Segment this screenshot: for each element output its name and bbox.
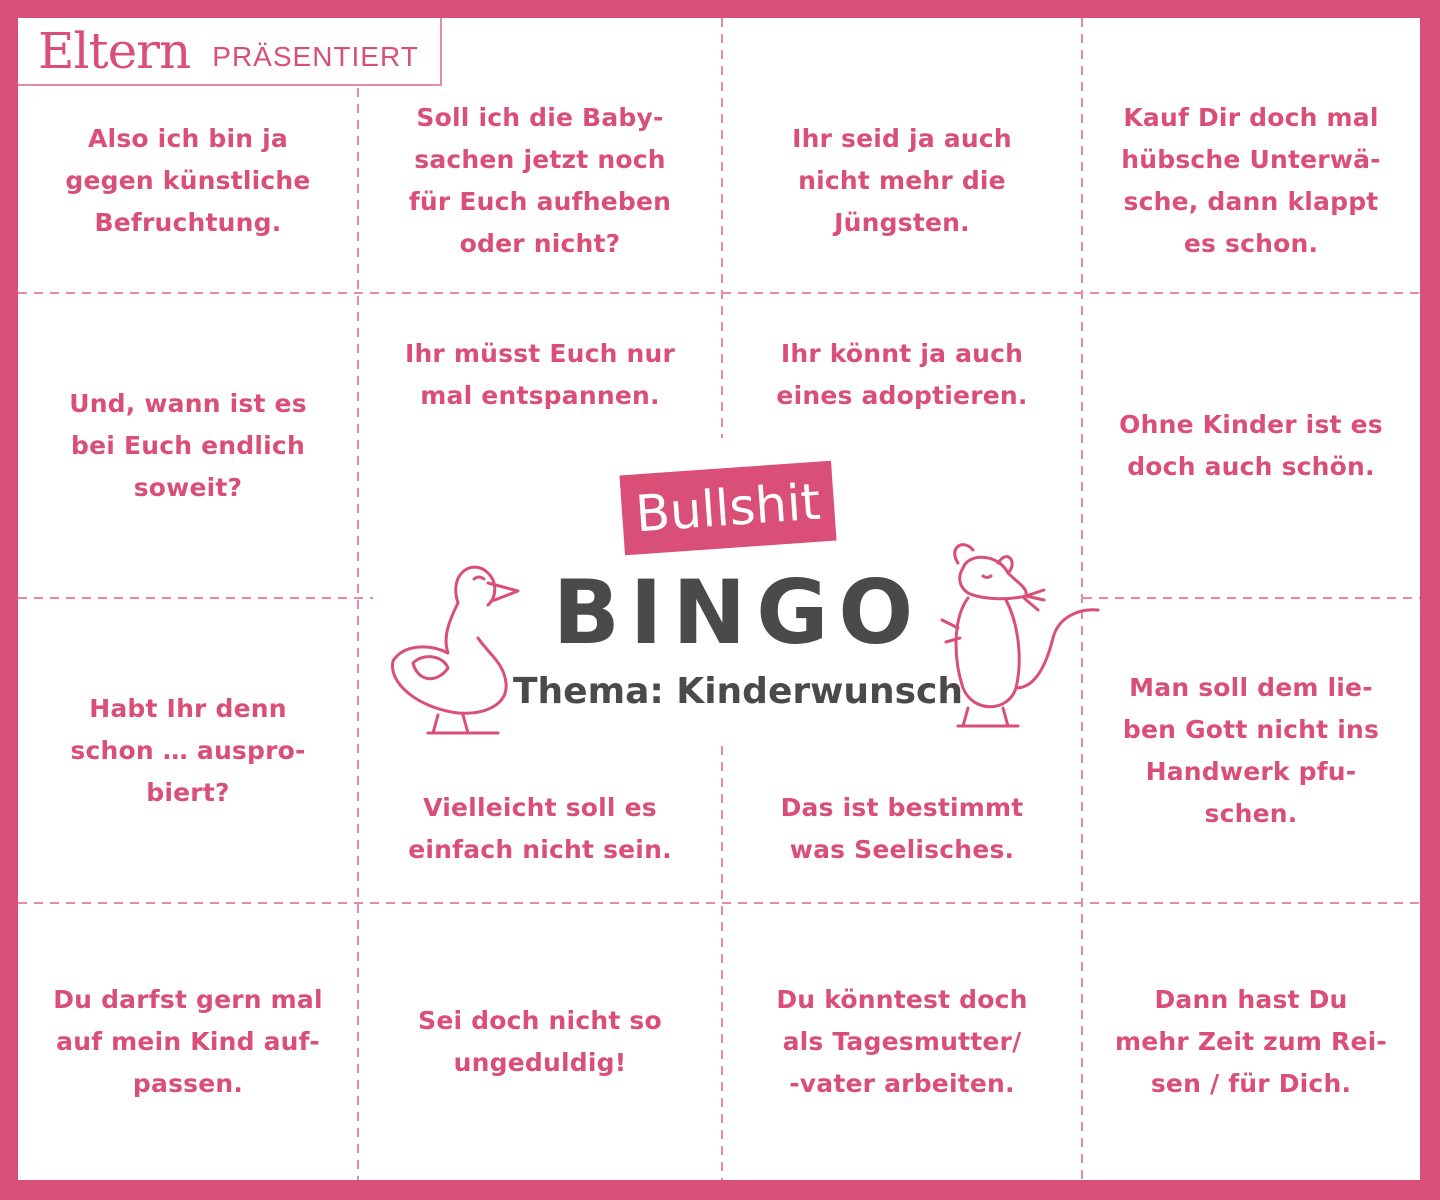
bingo-cell-15[interactable]: Du könntest doch als Tagesmutter/ -vater arbeiten.	[776, 984, 1028, 1098]
bingo-title: BINGO	[552, 561, 924, 664]
bingo-cell-5[interactable]: Und, wann ist es bei Euch endlich soweit?	[69, 388, 307, 502]
bingo-cell-9[interactable]: Habt Ihr denn schon … auspro- biert?	[70, 693, 306, 807]
mouse-icon	[938, 538, 1103, 738]
bullshit-badge: Bullshit	[619, 461, 836, 556]
bingo-cell-3[interactable]: Ihr seid ja auch nicht mehr die Jüngsten.	[792, 123, 1012, 237]
bingo-cell-7[interactable]: Ihr könnt ja auch eines adoptieren.	[776, 339, 1028, 410]
bingo-cell-2[interactable]: Soll ich die Baby- sachen jetzt noch für Euch aufheben oder nicht?	[408, 102, 672, 258]
bingo-cell-13[interactable]: Du darfst gern mal auf mein Kind auf- passen.	[53, 984, 323, 1098]
bingo-cell-16[interactable]: Dann hast Du mehr Zeit zum Rei- sen / für Dich.	[1115, 984, 1387, 1098]
duck-icon	[388, 543, 538, 743]
bingo-cell-6[interactable]: Ihr müsst Euch nur mal entspannen.	[404, 339, 676, 410]
eltern-logo: Eltern	[38, 22, 191, 80]
theme-label: Thema: Kinderwunsch	[512, 671, 964, 712]
bingo-cell-1[interactable]: Also ich bin ja gegen künstliche Befruchtung.	[65, 123, 311, 237]
bingo-cell-14[interactable]: Sei doch nicht so ungeduldig!	[418, 1005, 662, 1077]
bingo-cell-8[interactable]: Ohne Kinder ist es doch auch schön.	[1119, 409, 1383, 481]
bingo-card	[18, 18, 1420, 1180]
center-title-block	[378, 438, 1098, 758]
bingo-cell-10[interactable]: Vielleicht soll es einfach nicht sein.	[408, 793, 672, 864]
brand-tagline: PRÄSENTIERT	[212, 41, 419, 72]
bingo-cell-4[interactable]: Kauf Dir doch mal hübsche Unterwä- sche, dann klappt es schon.	[1121, 102, 1381, 258]
bingo-cell-12[interactable]: Man soll dem lie- ben Gott nicht ins Handwerk pfu- schen.	[1122, 672, 1380, 828]
bingo-cell-11[interactable]: Das ist bestimmt was Seelisches.	[780, 793, 1024, 864]
